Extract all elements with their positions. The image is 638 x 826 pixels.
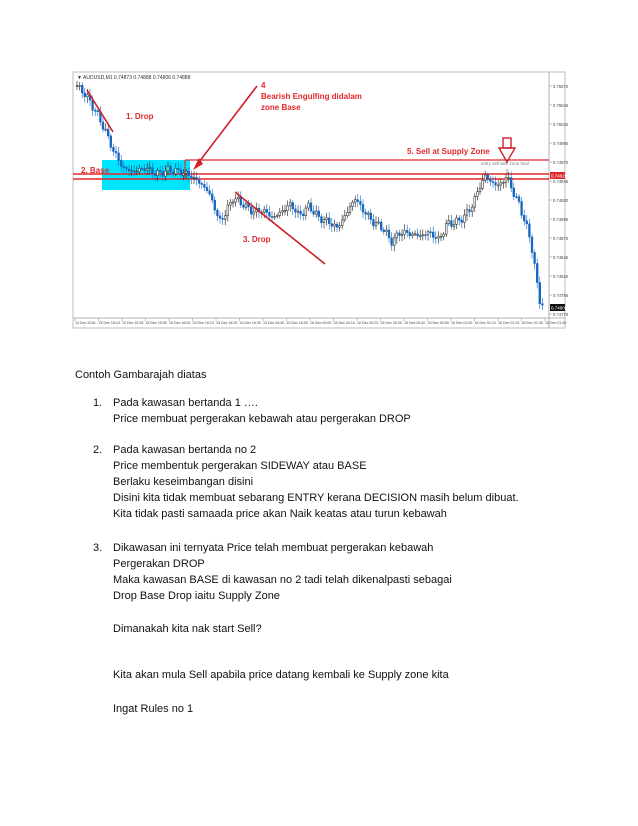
base-zone bbox=[102, 160, 190, 190]
candle-body bbox=[224, 216, 226, 220]
candle-body bbox=[344, 216, 346, 220]
item-2-line-1: Pada kawasan bertanda no 2 bbox=[113, 444, 257, 456]
candle-body bbox=[204, 184, 206, 187]
candle-body bbox=[196, 177, 198, 180]
label-sell5: 5. Sell at Supply Zone bbox=[407, 147, 490, 156]
time-label: 14 Dec 2016 bbox=[75, 321, 96, 325]
candle-body bbox=[370, 213, 372, 219]
candle-body bbox=[76, 86, 78, 87]
item-2-number: 2. bbox=[93, 444, 103, 456]
item-2-line-3: Berlaku keseimbangan disini bbox=[113, 476, 254, 488]
candle-body bbox=[165, 171, 167, 176]
time-label: 16 Dec 01:10 bbox=[474, 321, 496, 325]
candle-body bbox=[107, 129, 109, 136]
candle-body bbox=[227, 205, 229, 216]
candle-body bbox=[339, 226, 341, 228]
candle-body bbox=[308, 203, 310, 208]
item-1-number: 1. bbox=[93, 397, 103, 409]
candle-body bbox=[214, 200, 216, 210]
time-label: 16 Dec 00:30 bbox=[380, 321, 402, 325]
candle-body bbox=[243, 205, 245, 207]
candle-body bbox=[334, 224, 336, 226]
candle-body bbox=[123, 166, 125, 167]
candle-body bbox=[178, 168, 180, 169]
candle-body bbox=[297, 211, 299, 212]
intro-text: Contoh Gambarajah diatas bbox=[75, 369, 207, 381]
candle-body bbox=[508, 178, 510, 179]
candle-body bbox=[518, 197, 520, 202]
candle-body bbox=[497, 185, 499, 186]
candle-body bbox=[513, 188, 515, 197]
time-label: 16 Dec 00:50 bbox=[427, 321, 449, 325]
candle-body bbox=[128, 169, 130, 171]
candle-body bbox=[474, 196, 476, 207]
label-engulf-line1: Bearish Engulfing didalam bbox=[261, 92, 362, 101]
candle-body bbox=[289, 203, 291, 206]
price-tag-red-text: 0.74920 bbox=[551, 173, 568, 179]
label-engulf-num: 4 bbox=[261, 81, 266, 90]
candle-body bbox=[269, 212, 271, 216]
candle-body bbox=[438, 237, 440, 239]
label-drop1: 1. Drop bbox=[126, 112, 154, 121]
candle-body bbox=[396, 233, 398, 238]
candle-body bbox=[453, 224, 455, 226]
candle-body bbox=[323, 220, 325, 223]
time-label: 15 Dec 15:19 bbox=[98, 321, 120, 325]
candle-body bbox=[175, 168, 177, 174]
candle-body bbox=[404, 230, 406, 234]
candle-body bbox=[341, 220, 343, 226]
candle-body bbox=[287, 206, 289, 211]
forex-chart-image bbox=[73, 72, 569, 328]
entry-note: entry sell with zone final bbox=[481, 161, 529, 166]
candle-body bbox=[279, 212, 281, 215]
candle-body bbox=[154, 174, 156, 176]
candle-body bbox=[302, 214, 304, 216]
candle-body bbox=[510, 178, 512, 188]
candle-body bbox=[232, 202, 234, 203]
candle-body bbox=[383, 230, 385, 232]
candle-body bbox=[318, 211, 320, 217]
candle-body bbox=[487, 175, 489, 180]
chart-header: ▼ AUDUSD,M1 0.74873 0.74888 0.74806 0.74888 bbox=[77, 75, 191, 81]
time-label: 15 Dec 16:30 bbox=[239, 321, 261, 325]
candle-body bbox=[313, 211, 315, 214]
candle-body bbox=[388, 230, 390, 238]
candle-body bbox=[315, 211, 317, 214]
candle-body bbox=[133, 171, 135, 172]
time-label: 16 Dec 01:40 bbox=[545, 321, 567, 325]
candle-body bbox=[500, 183, 502, 185]
candle-body bbox=[349, 206, 351, 212]
label-base2: 2. Base bbox=[81, 166, 110, 175]
candlestick-chart bbox=[73, 72, 569, 328]
candle-body bbox=[193, 177, 195, 178]
price-label: 0.74995 bbox=[553, 140, 569, 146]
candle-body bbox=[448, 221, 450, 224]
candle-body bbox=[523, 215, 525, 221]
candle-body bbox=[458, 218, 460, 220]
candle-body bbox=[183, 173, 185, 175]
candle-body bbox=[469, 210, 471, 212]
candle-body bbox=[217, 210, 219, 216]
candle-body bbox=[417, 234, 419, 236]
candle-body bbox=[539, 283, 541, 304]
candle-body bbox=[253, 212, 255, 214]
candle-body bbox=[126, 167, 128, 169]
price-label: 0.74970 bbox=[553, 159, 569, 165]
price-label: 0.75070 bbox=[553, 83, 569, 89]
item-1-line-1: Pada kawasan bertanda 1 …. bbox=[113, 397, 258, 409]
candle-body bbox=[105, 129, 107, 130]
candle-body bbox=[505, 178, 507, 183]
candle-body bbox=[479, 188, 481, 191]
question-text: Dimanakah kita nak start Sell? bbox=[113, 623, 262, 635]
candle-body bbox=[263, 209, 265, 212]
candle-body bbox=[79, 85, 81, 86]
candle-body bbox=[492, 181, 494, 182]
candle-body bbox=[113, 147, 115, 151]
time-label: 15 Dec 16:20 bbox=[216, 321, 238, 325]
price-label: 0.74895 bbox=[553, 216, 569, 222]
item-1-line-2: Price membuat pergerakan kebawah atau pergerakan DROP bbox=[113, 413, 411, 425]
candle-body bbox=[521, 202, 523, 216]
candle-body bbox=[237, 197, 239, 199]
candle-body bbox=[152, 167, 154, 173]
candle-body bbox=[464, 215, 466, 222]
candle-body bbox=[235, 199, 237, 202]
candle-body bbox=[336, 224, 338, 227]
candle-body bbox=[149, 167, 151, 168]
candle-body bbox=[373, 219, 375, 225]
item-2-line-4: Disini kita tidak membuat sebarang ENTRY kerana DECISION masih belum dibuat. bbox=[113, 492, 519, 504]
candle-body bbox=[284, 211, 286, 212]
candle-body bbox=[451, 221, 453, 227]
candle-body bbox=[157, 170, 159, 175]
time-label: 16 Dec 00:10 bbox=[333, 321, 355, 325]
candle-body bbox=[97, 111, 99, 112]
price-label: 0.74820 bbox=[553, 273, 569, 279]
candle-body bbox=[198, 180, 200, 184]
item-3-line-4: Drop Base Drop iaitu Supply Zone bbox=[113, 590, 280, 602]
candle-body bbox=[209, 191, 211, 194]
candle-body bbox=[245, 203, 247, 207]
label-drop3: 3. Drop bbox=[243, 235, 271, 244]
price-tag-dark-text: 0.74800 bbox=[551, 305, 568, 311]
candle-body bbox=[102, 122, 104, 129]
candle-body bbox=[172, 172, 174, 174]
time-label: 15 Dec 16:00 bbox=[169, 321, 191, 325]
candle-body bbox=[435, 237, 437, 238]
rule-text: Ingat Rules no 1 bbox=[113, 703, 194, 715]
candle-body bbox=[222, 218, 224, 219]
candle-body bbox=[136, 172, 138, 173]
answer-text: Kita akan mula Sell apabila price datang kembali ke Supply zone kita bbox=[113, 669, 449, 681]
candle-body bbox=[219, 216, 221, 218]
candle-body bbox=[357, 200, 359, 202]
candle-body bbox=[282, 211, 284, 212]
candle-body bbox=[354, 200, 356, 202]
candle-body bbox=[295, 209, 297, 212]
candle-body bbox=[87, 95, 89, 97]
candle-body bbox=[118, 153, 120, 161]
candle-body bbox=[380, 222, 382, 230]
candle-body bbox=[365, 212, 367, 214]
candle-body bbox=[412, 234, 414, 236]
candle-body bbox=[274, 217, 276, 218]
candle-body bbox=[490, 180, 492, 182]
candle-body bbox=[419, 236, 421, 237]
candle-body bbox=[84, 93, 86, 97]
candle-body bbox=[292, 203, 294, 209]
candle-body bbox=[326, 218, 328, 220]
candle-body bbox=[503, 182, 505, 183]
candle-body bbox=[391, 238, 393, 246]
candle-body bbox=[331, 224, 333, 226]
candle-body bbox=[240, 197, 242, 205]
time-label: 16 Dec 01:20 bbox=[498, 321, 520, 325]
candle-body bbox=[250, 207, 252, 214]
time-label: 16 Dec 00:00 bbox=[310, 321, 332, 325]
candle-body bbox=[352, 202, 354, 206]
candle-body bbox=[445, 224, 447, 235]
candle-body bbox=[443, 234, 445, 236]
item-2-line-2: Price membentuk pergerakan SIDEWAY atau BASE bbox=[113, 460, 367, 472]
candle-body bbox=[139, 168, 141, 171]
candle-body bbox=[427, 232, 429, 235]
candle-body bbox=[159, 170, 161, 171]
candle-body bbox=[378, 222, 380, 223]
candle-body bbox=[110, 136, 112, 147]
candle-body bbox=[440, 236, 442, 237]
candle-body bbox=[401, 234, 403, 235]
candle-body bbox=[180, 170, 182, 176]
candle-body bbox=[328, 218, 330, 224]
candle-body bbox=[310, 203, 312, 211]
candle-body bbox=[230, 202, 232, 205]
candle-body bbox=[414, 234, 416, 235]
item-3-number: 3. bbox=[93, 542, 103, 554]
candle-body bbox=[367, 213, 369, 214]
price-label: 0.75045 bbox=[553, 102, 569, 108]
candle-body bbox=[94, 110, 96, 111]
time-label: 15 Dec 16:50 bbox=[286, 321, 308, 325]
candle-body bbox=[360, 201, 362, 204]
item-3-line-2: Pergerakan DROP bbox=[113, 558, 205, 570]
price-label: 0.74945 bbox=[553, 178, 569, 184]
candle-body bbox=[321, 217, 323, 223]
candle-body bbox=[409, 233, 411, 236]
time-label: 16 Dec 01:30 bbox=[521, 321, 543, 325]
entry-marker: 0 bbox=[505, 169, 509, 175]
candle-body bbox=[185, 171, 187, 173]
candle-body bbox=[536, 264, 538, 283]
candle-body bbox=[162, 172, 164, 177]
candle-body bbox=[188, 171, 190, 176]
candle-body bbox=[422, 235, 424, 236]
candle-body bbox=[466, 210, 468, 215]
candle-body bbox=[461, 220, 463, 222]
candle-body bbox=[201, 183, 203, 184]
time-label: 15 Dec 15:35 bbox=[122, 321, 144, 325]
candle-body bbox=[529, 224, 531, 237]
candle-body bbox=[432, 232, 434, 237]
candle-body bbox=[170, 166, 172, 172]
label-engulf-line2: zone Base bbox=[261, 103, 301, 112]
candle-body bbox=[484, 175, 486, 180]
candle-body bbox=[300, 211, 302, 214]
item-3-line-3: Maka kawasan BASE di kawasan no 2 tadi telah dikenalpasti sebagai bbox=[113, 574, 452, 586]
candle-body bbox=[526, 221, 528, 224]
candle-body bbox=[375, 222, 377, 226]
candle-body bbox=[131, 171, 133, 172]
candle-body bbox=[393, 238, 395, 245]
price-label: 0.75020 bbox=[553, 121, 569, 127]
candle-body bbox=[167, 166, 169, 171]
candle-body bbox=[305, 208, 307, 216]
candle-body bbox=[115, 151, 117, 153]
candle-body bbox=[495, 183, 497, 186]
candle-body bbox=[471, 207, 473, 211]
candle-body bbox=[266, 209, 268, 212]
candle-body bbox=[531, 237, 533, 252]
candle-body bbox=[406, 230, 408, 232]
time-label: 15 Dec 16:40 bbox=[263, 321, 285, 325]
candle-body bbox=[386, 230, 388, 232]
price-label: 0.74845 bbox=[553, 254, 569, 260]
time-label: 15 Dec 16:10 bbox=[192, 321, 214, 325]
item-2-line-5: Kita tidak pasti samaada price akan Naik keatas atau turun kebawah bbox=[113, 508, 447, 520]
candle-body bbox=[141, 168, 143, 169]
candle-body bbox=[120, 161, 122, 167]
candle-body bbox=[362, 204, 364, 212]
candle-body bbox=[191, 176, 193, 178]
candle-body bbox=[482, 180, 484, 188]
candle-body bbox=[276, 215, 278, 216]
time-label: 15 Dec 15:50 bbox=[145, 321, 167, 325]
candle-body bbox=[456, 218, 458, 224]
candle-body bbox=[425, 235, 427, 236]
candle-body bbox=[92, 100, 94, 110]
price-label: 0.74920 bbox=[553, 197, 569, 203]
candle-body bbox=[542, 304, 544, 305]
price-label: 0.74795 bbox=[553, 292, 569, 298]
candle-body bbox=[146, 169, 148, 171]
candle-body bbox=[534, 253, 536, 264]
price-label: 0.74770 bbox=[553, 311, 569, 317]
candle-body bbox=[399, 233, 401, 236]
candle-body bbox=[271, 216, 273, 217]
candle-body bbox=[81, 85, 83, 93]
candle-body bbox=[347, 212, 349, 215]
time-label: 16 Dec 00:20 bbox=[357, 321, 379, 325]
candle-body bbox=[430, 232, 432, 233]
candle-body bbox=[516, 197, 518, 198]
candle-body bbox=[211, 194, 213, 200]
candle-body bbox=[206, 187, 208, 190]
time-label: 16 Dec 01:00 bbox=[451, 321, 473, 325]
price-label: 0.74870 bbox=[553, 235, 569, 241]
item-3-line-1: Dikawasan ini ternyata Price telah membuat pergerakan kebawah bbox=[113, 542, 434, 554]
time-label: 16 Dec 00:40 bbox=[404, 321, 426, 325]
candle-body bbox=[477, 192, 479, 197]
candle-body bbox=[144, 168, 146, 170]
